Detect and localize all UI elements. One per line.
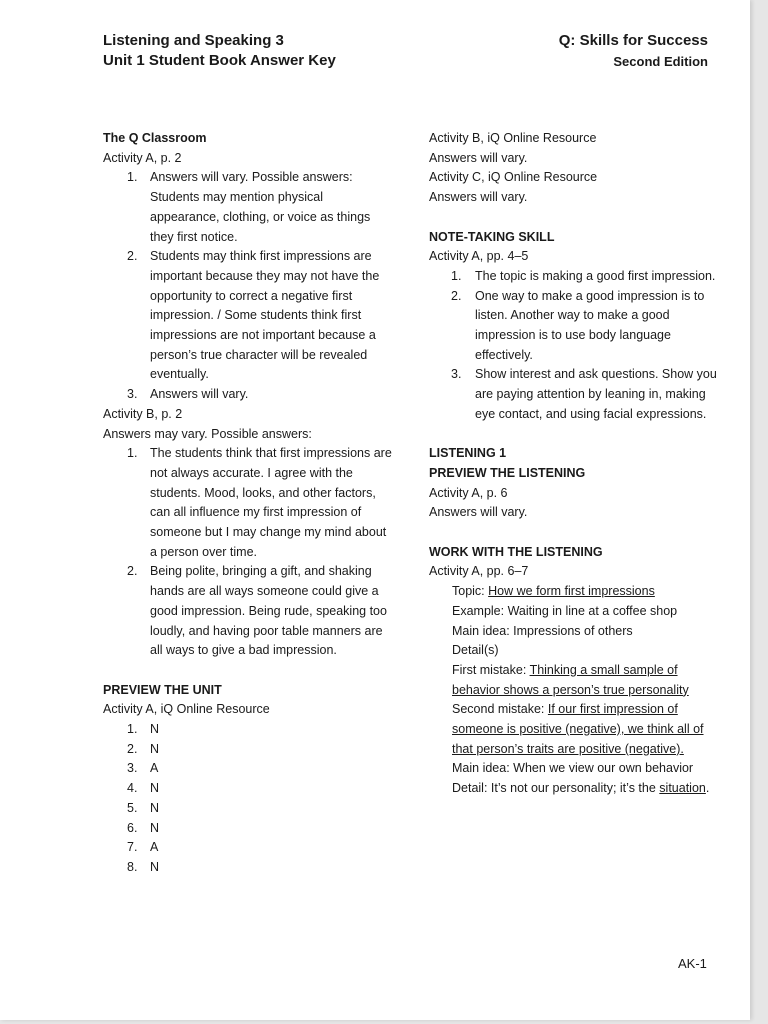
- first-mistake-label: First mistake:: [452, 662, 530, 677]
- list-item: [103, 779, 393, 799]
- list-item: [429, 287, 719, 366]
- list-item: [103, 444, 393, 562]
- item-number: 7.: [127, 840, 138, 855]
- brand-name: Q: Skills for Success: [558, 32, 708, 49]
- item-text: The topic is making a good first impression.: [475, 268, 716, 283]
- section-heading: PREVIEW THE UNIT: [103, 682, 222, 697]
- item-text: The students think that first impressions are not always accurate. I agree with the students. Mood, looks, and other factors, can all influence my first impression of someone but I may change my mind about a person over time.: [150, 446, 392, 559]
- item-text: Answers will vary.: [150, 387, 249, 402]
- list-item: [103, 838, 393, 858]
- item-number: 1.: [451, 268, 462, 283]
- item-number: 8.: [127, 860, 138, 874]
- activity-note: Answers may vary. Possible answers:: [103, 426, 312, 441]
- item-number: 3.: [451, 367, 462, 382]
- item-number: 3.: [127, 387, 138, 402]
- activity-label: Activity A, p. 2: [103, 150, 182, 165]
- item-number: 6.: [127, 820, 138, 835]
- item-text: N: [150, 722, 160, 737]
- page-number: AK-1: [678, 956, 707, 971]
- section-heading: LISTENING 1: [429, 446, 507, 461]
- list-item: [429, 365, 719, 424]
- unit-title: Unit 1 Student Book Answer Key: [103, 52, 336, 69]
- list-item: [103, 799, 393, 819]
- item-number: 2.: [127, 249, 138, 264]
- item-text: N: [150, 820, 160, 835]
- item-number: 1.: [127, 446, 138, 461]
- list-item: [103, 819, 393, 839]
- detail-line: [429, 779, 719, 799]
- edition-label: Second Edition: [613, 54, 708, 69]
- activity-label: Activity A, pp. 6–7: [429, 564, 529, 579]
- item-text: N: [150, 860, 160, 874]
- item-number: 2.: [127, 564, 138, 579]
- activity-label: Activity A, pp. 4–5: [429, 249, 529, 264]
- detail-label: Detail: It’s not our personality; it’s the: [452, 781, 660, 796]
- item-number: 5.: [127, 800, 138, 815]
- answer-list: [103, 444, 393, 661]
- detail-answer: situation: [659, 781, 706, 796]
- book-title: Listening and Speaking 3: [103, 32, 284, 49]
- item-text: A: [150, 761, 159, 776]
- item-number: 1.: [127, 170, 138, 185]
- list-item: [103, 858, 393, 878]
- details-line: Detail(s): [452, 643, 499, 658]
- section-heading: WORK WITH THE LISTENING: [429, 544, 603, 559]
- topic-answer: How we form first impressions: [488, 584, 655, 599]
- topic-label: Topic:: [452, 584, 489, 599]
- list-item: [103, 247, 393, 385]
- example-line: Example: Waiting in line at a coffee shop: [452, 603, 678, 618]
- item-number: 1.: [127, 722, 138, 737]
- second-mistake-answer: If our first impression of someone is positive (negative), we think all of that person’s traits are positive (negative).: [452, 702, 704, 756]
- item-text: Students may think first impressions are important because they may not have the opportunity to correct a negative first impression. / Some students think first impressions are not important because a person’s true character will be revealed eventually.: [150, 249, 380, 382]
- answer-list: [429, 267, 719, 425]
- detail-period: .: [705, 781, 710, 796]
- header-title: [103, 31, 336, 71]
- activity-label: Activity A, p. 6: [429, 485, 508, 500]
- item-text: Show interest and ask questions. Show you are paying attention by leaning in, making eye contact, and using facial expressions.: [475, 367, 717, 421]
- item-number: 4.: [127, 781, 138, 796]
- answer-text: Answers will vary.: [429, 505, 528, 520]
- item-number: 3.: [127, 761, 138, 776]
- answer-text: Answers will vary.: [429, 150, 528, 165]
- list-item: [429, 267, 719, 287]
- list-item: [103, 385, 393, 405]
- first-mistake-line: [429, 661, 719, 700]
- second-mistake-line: [429, 700, 719, 759]
- list-item: [103, 562, 393, 661]
- activity-label: Activity A, iQ Online Resource: [103, 702, 270, 717]
- list-item: [103, 168, 393, 247]
- item-text: Being polite, bringing a gift, and shaking hands are all ways someone could give a good impression. Being rude, speaking too loudly, and having poor table manners are all ways to give a bad impression.: [150, 564, 387, 658]
- item-text: N: [150, 741, 160, 756]
- answer-list: [103, 168, 393, 404]
- answer-text: Answers will vary.: [429, 190, 528, 205]
- section-heading: NOTE-TAKING SKILL: [429, 229, 555, 244]
- section-heading: The Q Classroom: [103, 131, 207, 145]
- section-subheading: PREVIEW THE LISTENING: [429, 465, 586, 480]
- main-idea-line: Main idea: When we view our own behavior: [452, 761, 694, 776]
- first-mistake-answer: Thinking a small sample of behavior shows a person’s true personality: [452, 662, 689, 697]
- header-brand: [559, 31, 708, 72]
- activity-label: Activity B, p. 2: [103, 406, 183, 421]
- item-number: 2.: [127, 741, 138, 756]
- list-item: [103, 720, 393, 740]
- main-idea-line: Main idea: Impressions of others: [452, 623, 633, 638]
- topic-line: [429, 582, 719, 602]
- activity-label: Activity B, iQ Online Resource: [429, 131, 597, 145]
- item-text: N: [150, 800, 160, 815]
- item-text: Answers will vary. Possible answers: Students may mention physical appearance, clothing, or voice as things they first notice.: [150, 170, 371, 244]
- item-text: One way to make a good impression is to listen. Another way to make a good impression is to use body language effectively.: [475, 288, 705, 362]
- item-text: N: [150, 781, 160, 796]
- right-column: [429, 129, 719, 799]
- list-item: [103, 740, 393, 760]
- list-item: [103, 759, 393, 779]
- left-column: [103, 129, 393, 878]
- activity-label: Activity C, iQ Online Resource: [429, 170, 598, 185]
- item-text: A: [150, 840, 159, 855]
- item-number: 2.: [451, 288, 462, 303]
- answer-list: [103, 720, 393, 878]
- second-mistake-label: Second mistake:: [452, 702, 548, 717]
